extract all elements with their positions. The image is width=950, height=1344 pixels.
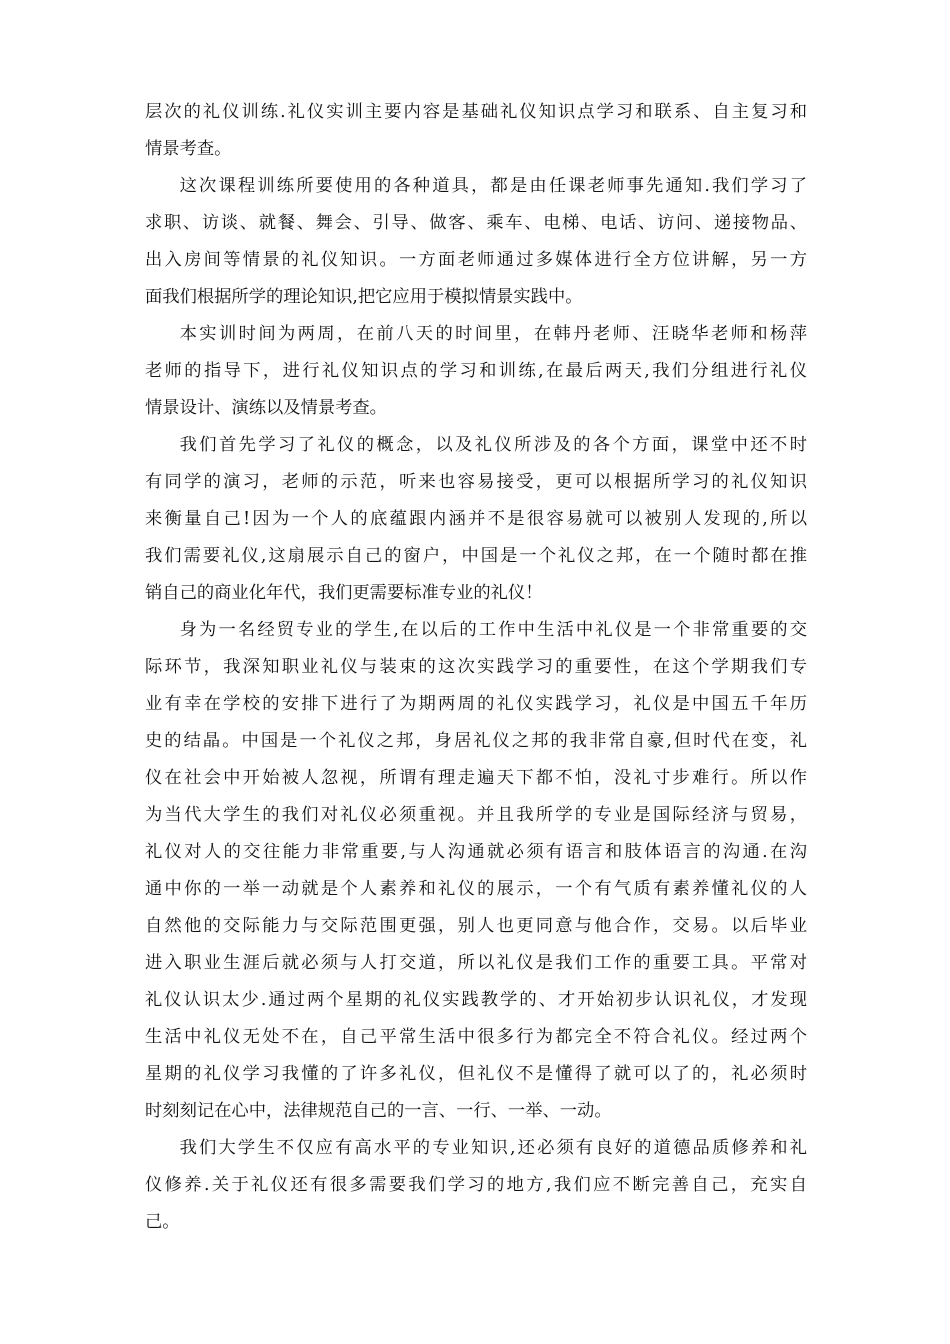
text-line: 时刻刻记在心中，法律规范自己的一言、一行、一举、一动。 — [145, 1101, 612, 1121]
text-line: 仪修养.关于礼仪还有很多需要我们学习的地方,我们应不断完善自己，充实自 — [145, 1175, 807, 1195]
text-line: 己。 — [145, 1212, 180, 1232]
text-line: 这次课程训练所要使用的各种道具，都是由任课老师事先通知.我们学习了 — [179, 176, 807, 196]
text-line: 来衡量自己!因为一个人的底蕴跟内涵并不是很容易就可以被别人发现的,所以 — [145, 509, 807, 529]
paragraph-1 — [145, 94, 807, 168]
text-line: 仪在社会中开始被人忽视，所谓有理走遍天下都不怕，没礼寸步难行。所以作 — [145, 768, 807, 788]
text-line: 层次的礼仪训练.礼仪实训主要内容是基础礼仪知识点学习和联系、自主复习和 — [145, 102, 807, 122]
text-line: 求职、访谈、就餐、舞会、引导、做客、乘车、电梯、电话、访问、递接物品、 — [145, 213, 807, 233]
paragraph-5 — [145, 612, 807, 1130]
text-line: 出入房间等情景的礼仪知识。一方面老师通过多媒体进行全方位讲解，另一方 — [145, 250, 807, 270]
text-line: 有同学的演习，老师的示范，听来也容易接受，更可以根据所学习的礼仪知识 — [145, 472, 807, 492]
text-line: 我们首先学习了礼仪的概念，以及礼仪所涉及的各个方面，课堂中还不时 — [179, 435, 807, 455]
text-line: 自然他的交际能力与交际范围更强，别人也更同意与他合作，交易。以后毕业 — [145, 916, 807, 936]
text-line: 业有幸在学校的安排下进行了为期两周的礼仪实践学习，礼仪是中国五千年历 — [145, 694, 807, 714]
text-line: 销自己的商业化年代，我们更需要标准专业的礼仪！ — [145, 583, 543, 603]
text-line: 面我们根据所学的理论知识,把它应用于模拟情景实践中。 — [145, 287, 583, 307]
text-line: 情景设计、演练以及情景考查。 — [145, 398, 387, 418]
text-line: 为当代大学生的我们对礼仪必须重视。并且我所学的专业是国际经济与贸易， — [145, 805, 807, 825]
text-line: 情景考查。 — [145, 139, 232, 159]
text-line: 进入职业生涯后就必须与人打交道，所以礼仪是我们工作的重要工具。平常对 — [145, 953, 807, 973]
text-line: 礼仪认识太少.通过两个星期的礼仪实践教学的、才开始初步认识礼仪，才发现 — [145, 990, 807, 1010]
text-line: 老师的指导下，进行礼仪知识点的学习和训练,在最后两天,我们分组进行礼仪 — [145, 361, 807, 381]
text-line: 礼仪对人的交往能力非常重要,与人沟通就必须有语言和肢体语言的沟通.在沟 — [145, 842, 807, 862]
text-line: 通中你的一举一动就是个人素养和礼仪的展示，一个有气质有素养懂礼仪的人 — [145, 879, 807, 899]
text-line: 生活中礼仪无处不在，自己平常生活中很多行为都完全不符合礼仪。经过两个 — [145, 1027, 807, 1047]
text-line: 我们大学生不仅应有高水平的专业知识,还必须有良好的道德品质修养和礼 — [179, 1138, 807, 1158]
document-body — [145, 94, 807, 1241]
paragraph-3 — [145, 316, 807, 427]
paragraph-6 — [145, 1130, 807, 1241]
text-line: 史的结晶。中国是一个礼仪之邦，身居礼仪之邦的我非常自豪,但时代在变，礼 — [145, 731, 807, 751]
text-line: 本实训时间为两周，在前八天的时间里，在韩丹老师、汪晓华老师和杨萍 — [179, 324, 807, 344]
text-line: 身为一名经贸专业的学生,在以后的工作中生活中礼仪是一个非常重要的交 — [179, 620, 807, 640]
text-line: 我们需要礼仪,这扇展示自己的窗户，中国是一个礼仪之邦，在一个随时都在推 — [145, 546, 807, 566]
text-line: 星期的礼仪学习我懂的了许多礼仪，但礼仪不是懂得了就可以了的，礼必须时 — [145, 1064, 807, 1084]
paragraph-4 — [145, 427, 807, 612]
text-line: 际环节，我深知职业礼仪与装束的这次实践学习的重要性，在这个学期我们专 — [145, 657, 807, 677]
paragraph-2 — [145, 168, 807, 316]
